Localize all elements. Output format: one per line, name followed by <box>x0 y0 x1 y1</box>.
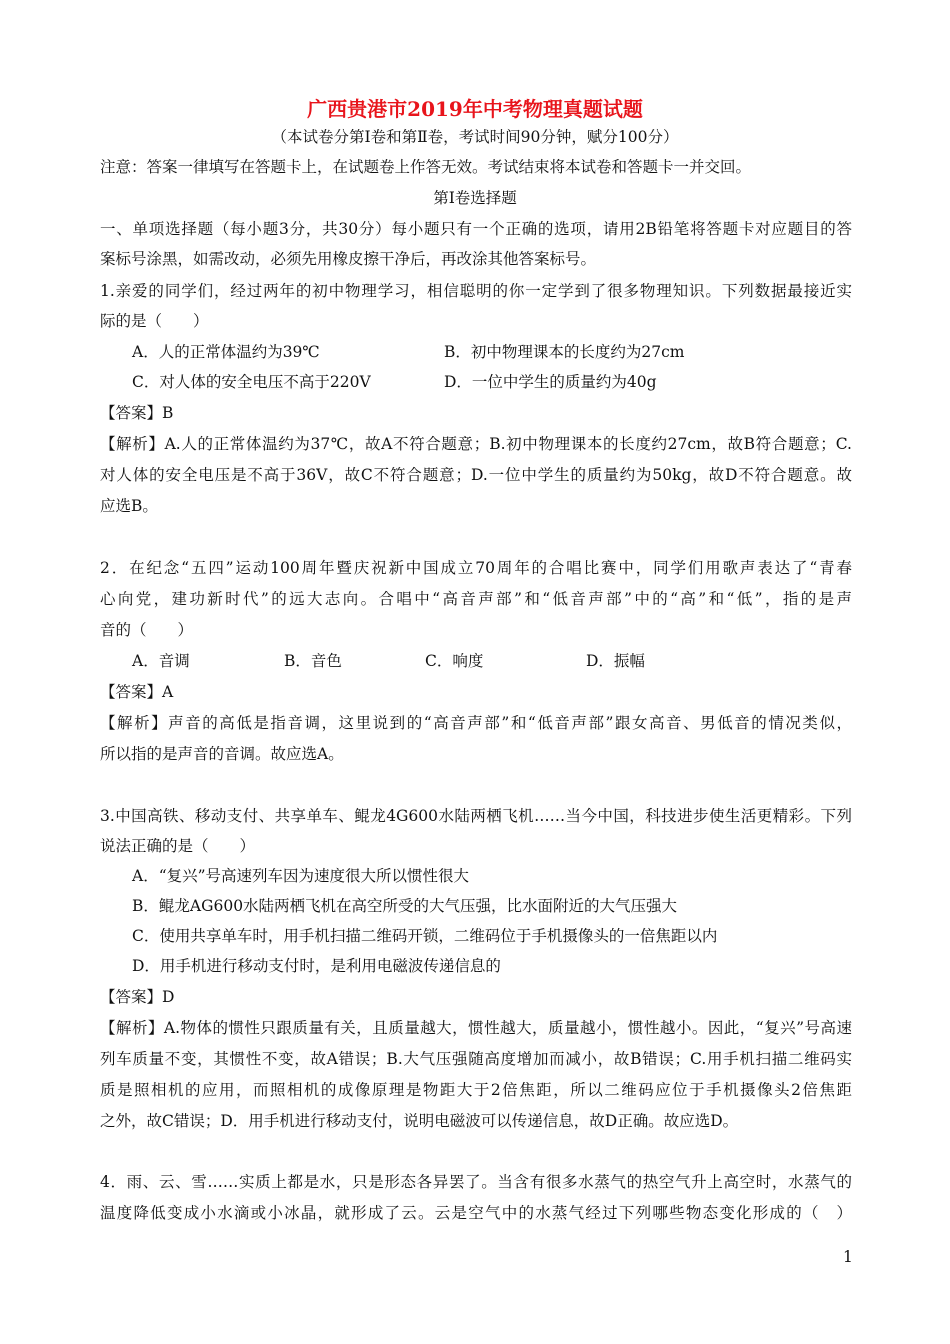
question-1-analysis: 应选B。 <box>100 497 158 515</box>
question-4-stem: 4．雨、云、雪……实质上都是水，只是形态各异罢了。当含有很多水蒸气的热空气升上高空时，水蒸气的 <box>100 1173 852 1191</box>
question-2-analysis: 【解析】声音的高低是指音调，这里说到的“高音声部”和“低音声部”跟女高音、男低音的情况类似， <box>100 714 852 732</box>
question-2-option-d: D．振幅 <box>586 652 645 670</box>
page-title: 广西贵港市2019年中考物理真题试题 <box>307 97 643 121</box>
question-1-analysis: 对人体的安全电压是不高于36V，故C不符合题意；D.一位中学生的质量约为50kg，故D不符合题意。故 <box>100 466 852 484</box>
question-1-option-d: D．一位中学生的质量约为40g <box>444 373 657 391</box>
question-3-analysis: 质是照相机的应用，而照相机的成像原理是物距大于2倍焦距，所以二维码应位于手机摄像头2倍焦距 <box>100 1081 852 1099</box>
question-1-analysis: 【解析】A.人的正常体温约为37℃，故A不符合题意；B.初中物理课本的长度约27cm，故B符合题意；C. <box>100 435 852 453</box>
question-1-stem: 际的是（ ） <box>100 312 209 330</box>
question-1-option-a: A．人的正常体温约为39℃ <box>132 343 320 361</box>
question-3-option-b: B．鲲龙AG600水陆两栖飞机在高空所受的大气压强，比水面附近的大气压强大 <box>132 897 678 915</box>
question-1-option-c: C．对人体的安全电压不高于220V <box>132 373 371 391</box>
question-2-analysis: 所以指的是声音的音调。故应选A。 <box>100 745 344 763</box>
question-3-stem: 3.中国高铁、移动支付、共享单车、鲲龙4G600水陆两栖飞机……当今中国，科技进步使生活更精彩。下列 <box>100 807 852 825</box>
question-3-option-a: A．“复兴”号高速列车因为速度很大所以惯性很大 <box>132 867 470 885</box>
question-3-option-c: C．使用共享单车时，用手机扫描二维码开锁，二维码位于手机摄像头的一倍焦距以内 <box>132 927 718 945</box>
question-2-option-c: C．响度 <box>425 652 484 670</box>
question-2-option-a: A．音调 <box>132 652 190 670</box>
instructions-line: 一、单项选择题（每小题3分，共30分）每小题只有一个正确的选项，请用2B铅笔将答题卡对应题目的答 <box>100 220 852 238</box>
question-4-stem: 温度降低变成小水滴或小冰晶，就形成了云。云是空气中的水蒸气经过下列哪些物态变化形成的（ ） <box>100 1204 852 1222</box>
question-2-stem: 2．在纪念“五四”运动100周年暨庆祝新中国成立70周年的合唱比赛中，同学们用歌声表达了“青春 <box>100 559 852 577</box>
page-number: 1 <box>843 1248 853 1266</box>
question-2-stem: 音的（ ） <box>100 621 194 639</box>
question-1-answer: 【答案】B <box>100 404 174 422</box>
question-1-stem: 1.亲爱的同学们，经过两年的初中物理学习，相信聪明的你一定学到了很多物理知识。下列数据最接近实 <box>100 282 852 300</box>
question-3-stem: 说法正确的是（ ） <box>100 837 256 855</box>
question-3-analysis: 列车质量不变，其惯性不变，故A错误；B.大气压强随高度增加而减小，故B错误；C.用手机扫描二维码实 <box>100 1050 852 1068</box>
question-2-option-b: B．音色 <box>284 652 342 670</box>
question-3-analysis: 【解析】A.物体的惯性只跟质量有关，且质量越大，惯性越大，质量越小，惯性越小。因此，“复兴”号高速 <box>100 1019 852 1037</box>
question-3-analysis: 之外，故C错误；D．用手机进行移动支付，说明电磁波可以传递信息，故D正确。故应选D。 <box>100 1112 739 1130</box>
instructions-line: 案标号涂黑，如需改动，必须先用橡皮擦干净后，再改涂其他答案标号。 <box>100 250 597 268</box>
question-3-answer: 【答案】D <box>100 988 175 1006</box>
question-2-stem: 心向党，建功新时代”的远大志向。合唱中“高音声部”和“低音声部”中的“高”和“低”，指的是声 <box>100 590 852 608</box>
question-1-option-b: B．初中物理课本的长度约为27cm <box>444 343 685 361</box>
question-2-answer: 【答案】A <box>100 683 174 701</box>
question-3-option-d: D．用手机进行移动支付时，是利用电磁波传递信息的 <box>132 957 501 975</box>
section-title: 第Ⅰ卷选择题 <box>433 189 517 207</box>
notice-text: 注意：答案一律填写在答题卡上，在试题卷上作答无效。考试结束将本试卷和答题卡一并交回。 <box>100 158 752 176</box>
exam-subtitle: （本试卷分第Ⅰ卷和第Ⅱ卷，考试时间90分钟，赋分100分） <box>271 128 679 146</box>
